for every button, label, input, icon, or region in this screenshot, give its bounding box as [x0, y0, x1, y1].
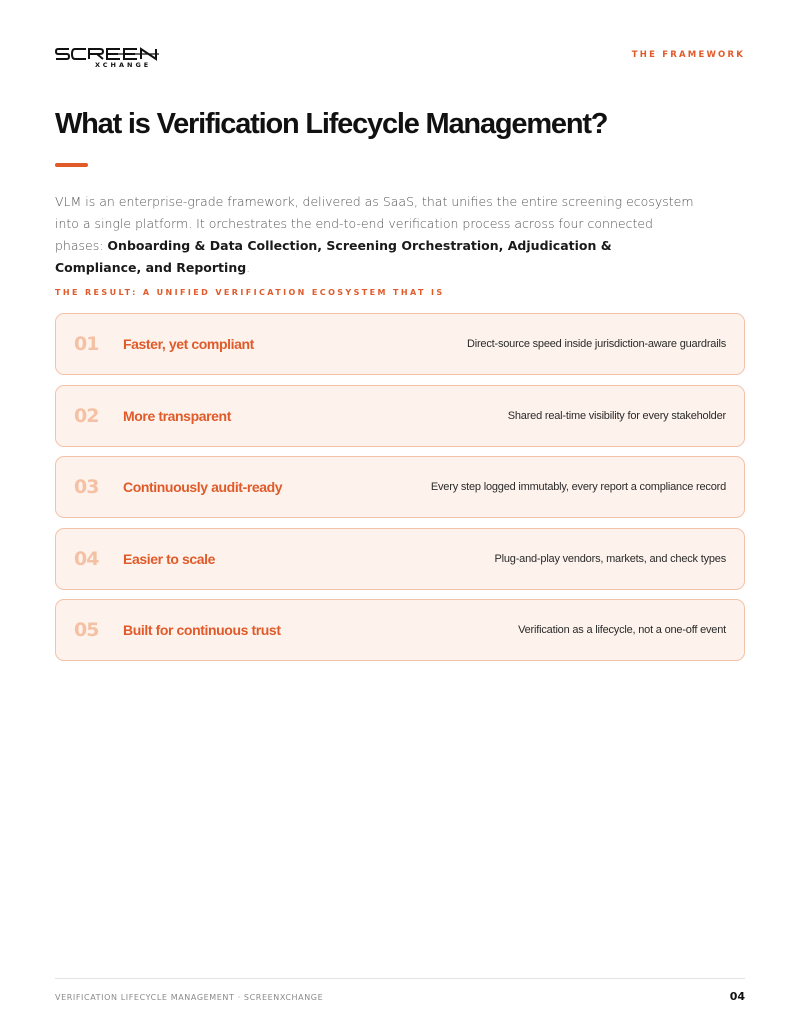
- card-number: 01: [74, 333, 99, 355]
- section-label: THE FRAMEWORK: [631, 50, 745, 60]
- intro-text: VLM is an enterprise-grade framework, delivered as SaaS, that unifies the entire screening ecosystem into a single platform. It orchestrates the end-to-end verification process across four connected phases:: [55, 194, 694, 253]
- card-title: Built for continuous trust: [123, 622, 281, 638]
- intro-paragraph: [55, 191, 695, 279]
- card-description: Shared real-time visibility for every stakeholder: [507, 409, 726, 422]
- svg-text:XCHANGE: XCHANGE: [95, 61, 152, 69]
- card-title: Easier to scale: [123, 550, 216, 567]
- result-card: [55, 385, 745, 447]
- result-label: THE RESULT: A UNIFIED VERIFICATION ECOSYSTEM THAT IS: [55, 288, 445, 297]
- card-description: Every step logged immutably, every report a compliance record: [430, 481, 726, 493]
- footer-text: VERIFICATION LIFECYCLE MANAGEMENT · SCREENXCHANGE: [55, 993, 324, 1002]
- result-card: [55, 313, 745, 375]
- intro-end: .: [246, 260, 251, 275]
- result-list: [55, 313, 745, 671]
- footer-divider: [55, 978, 745, 979]
- logo-wordmark: [55, 45, 165, 69]
- page-number: 04: [729, 990, 745, 1003]
- card-description: Direct-source speed inside jurisdiction-aware guardrails: [466, 338, 726, 350]
- card-title: More transparent: [123, 407, 231, 424]
- page-title: What is Verification Lifecycle Management?: [55, 108, 608, 140]
- intro-phases: Onboarding & Data Collection, Screening Orchestration, Adjudication & Compliance, and Reporting: [55, 238, 612, 275]
- result-card: [55, 599, 745, 661]
- card-number: 04: [74, 547, 99, 570]
- screenxchange-logo: [55, 45, 165, 69]
- card-number: 03: [74, 476, 99, 498]
- card-description: Verification as a lifecycle, not a one-off event: [518, 624, 726, 636]
- result-card: [55, 528, 745, 590]
- title-accent-rule: [55, 163, 88, 167]
- card-title: Faster, yet compliant: [123, 336, 254, 352]
- card-number: 05: [74, 619, 99, 641]
- result-card: [55, 456, 745, 518]
- card-description: Plug-and-play vendors, markets, and check types: [494, 552, 726, 565]
- card-title: Continuously audit-ready: [123, 479, 283, 495]
- card-number: 02: [74, 404, 99, 427]
